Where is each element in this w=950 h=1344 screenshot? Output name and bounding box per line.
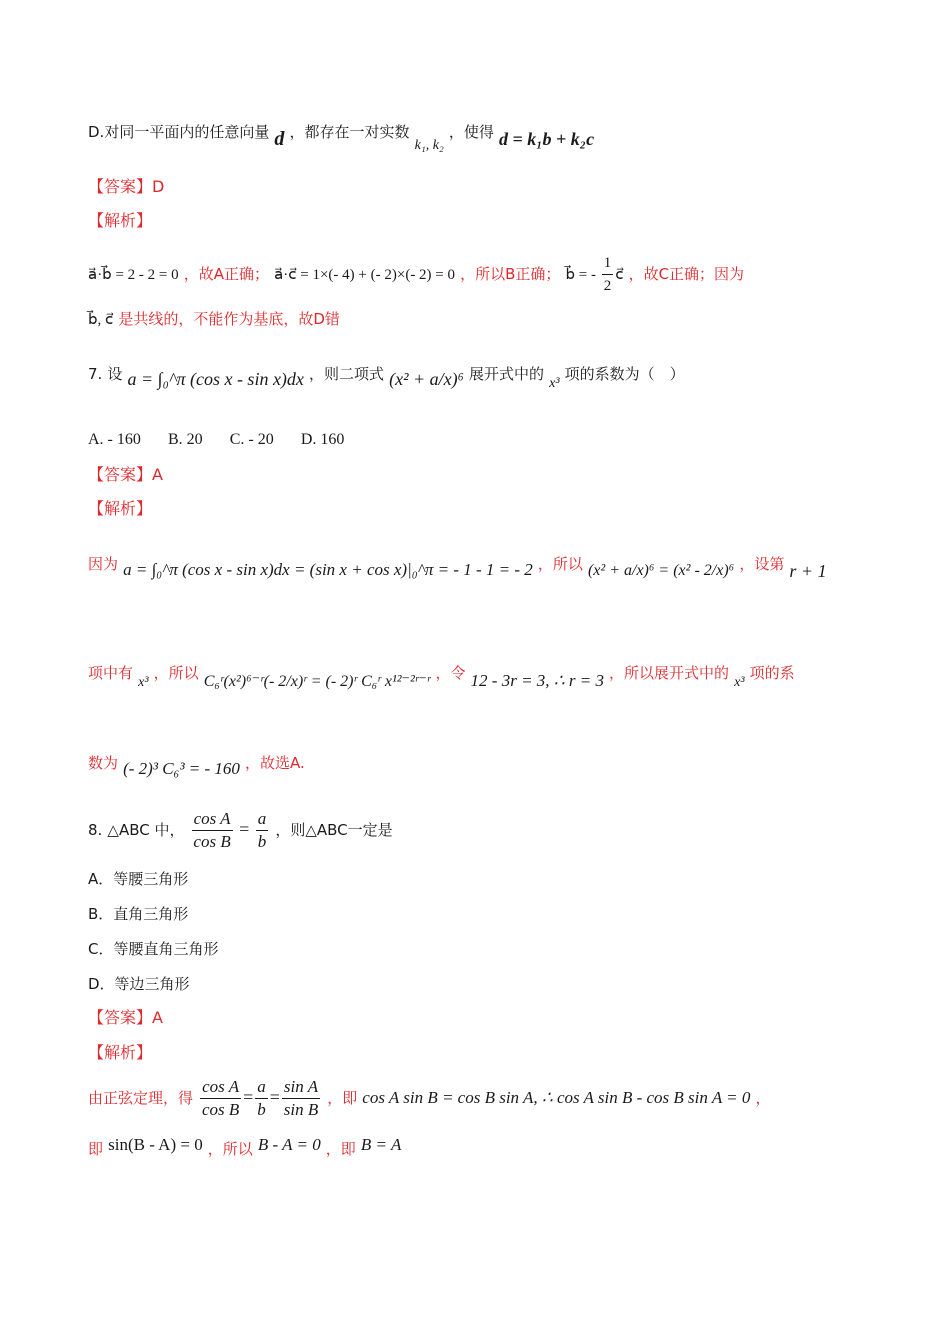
q7-option-c: C. - 20 (229, 431, 274, 448)
q7-sol2-text-e: 项的系 (749, 664, 795, 682)
q8-sol2-text-c: ，即 (325, 1140, 356, 1158)
q7-sol2-text-d: ，所以展开式中的 (609, 664, 730, 682)
q7-stem-part2: ，则二项式 (309, 365, 385, 383)
option-d-mid: ，都存在一对实数 (289, 123, 410, 141)
option-d-statement (88, 120, 595, 153)
q8-stem-part2: ，则△ABC一定是 (275, 821, 393, 839)
q8-option-a: A．等腰三角形 (88, 870, 189, 888)
fraction-numerator: sin A (282, 1076, 320, 1099)
q6-text-d: 是共线的，不能作为基底，故D错 (118, 310, 340, 328)
q8-solution-line2 (88, 1135, 402, 1160)
q8-sol2-result: B = A (360, 1135, 402, 1154)
q7-sol3-text-b: ，故选A. (245, 754, 305, 772)
fraction-numerator: 1 (602, 252, 614, 275)
q7-answer (88, 464, 163, 486)
q8-option-d-row (88, 973, 190, 995)
q7-sol3-result: (- 2)³ C₆³ = - 160 (123, 759, 240, 778)
q6-text-a: ，故A正确； (183, 265, 269, 283)
q7-number: 7. (88, 365, 103, 383)
q8-sol2-text-b: ，所以 (207, 1140, 253, 1158)
q8-sol-text-c: ， (755, 1089, 771, 1107)
fraction-denominator: cos B (193, 832, 231, 851)
fraction-denominator: b (257, 832, 267, 851)
q6-half-fraction (602, 252, 614, 297)
q7-sol2-text-b: ，所以 (153, 664, 199, 682)
q8-stem (88, 808, 393, 853)
q6-answer (88, 176, 164, 198)
q7-stem-part3: 展开式中的 (469, 365, 545, 383)
q7-sol-text-a: 因为 (88, 555, 119, 573)
q8-solution-line1: 由正弦定理，得 $\frac{\text{cos A}}{\text{cos B}}$ = $\frac{a}{b}$ = $\frac{\text{sin A}}{\text{sin B}}$ ，即 cos A sin B = cos B sin A, ∴ cos A sin B - cos B sin A = 0 ， (88, 1077, 771, 1119)
fraction-denominator: cos B (201, 1100, 240, 1119)
analysis-label: 【解析】 (88, 499, 153, 518)
q7-stem-part4: 项的系数为（ ） (564, 365, 685, 383)
q7-sol-binomial: (x² + a/x)⁶ = (x² - 2/x)⁶ (587, 562, 735, 579)
q7-x3: x³ (549, 376, 560, 391)
option-d-k: k₁, k₂ (414, 138, 444, 153)
q8-sol2-diff: B - A = 0 (257, 1135, 321, 1154)
q8-option-c-row (88, 938, 218, 960)
q7-sol2-equation: 12 - 3r = 3, ∴ r = 3 (470, 671, 604, 690)
fraction-denominator: sin B (283, 1100, 319, 1119)
q8-ab-fraction (256, 808, 269, 853)
q7-binomial: (x² + a/x)⁶ (389, 369, 464, 389)
q6-dot-ab: a⃗·b⃗ = 2 - 2 = 0 (88, 267, 179, 283)
q8-sol-sin-fraction (282, 1076, 320, 1121)
q6-solution-line1 (88, 252, 744, 297)
q7-sol3-text-a: 数为 (88, 754, 119, 772)
q8-sol-identity: cos A sin B = cos B sin A, ∴ cos A sin B - cos B sin A = 0 (362, 1088, 751, 1107)
q7-sol2-x3: x³ (138, 675, 149, 690)
q6-b-eq: b⃗ = - (565, 267, 600, 283)
q7-option-a: A. - 160 (88, 431, 141, 448)
q6-c-vector: c⃗ (615, 267, 624, 283)
q7-option-d: D. 160 (300, 431, 345, 448)
fraction-denominator: 2 (603, 278, 612, 294)
option-d-tail: ，使得 (448, 123, 494, 141)
q7-sol-r: r + 1 (789, 561, 827, 581)
q7-sol2-text-a: 项中有 (88, 664, 134, 682)
q8-cos-fraction (192, 808, 233, 853)
q6-dot-ac: a⃗·c⃗ = 1×(- 4) + (- 2)×(- 2) = 0 (274, 267, 456, 283)
q7-stem-part1: 设 (107, 365, 123, 383)
fraction-denominator: b (257, 1100, 266, 1119)
q8-number: 8. (88, 821, 103, 839)
fraction-numerator: cos A (192, 808, 233, 831)
q6-text-b: ，所以B正确； (460, 265, 561, 283)
vector-d: d (274, 128, 285, 150)
q8-analysis-label (88, 1042, 152, 1064)
q8-option-c: C．等腰直角三角形 (88, 940, 219, 958)
q8-answer (88, 1007, 163, 1029)
q8-option-b: B．直角三角形 (88, 905, 189, 923)
fraction-numerator: a (255, 1076, 268, 1099)
answer-label: 【答案】A (88, 465, 163, 484)
q7-sol2-text-c: ，令 (435, 664, 466, 682)
q6-bc-vectors: b⃗, c⃗ (88, 312, 114, 328)
q8-sol2-text-a: 即 (88, 1140, 104, 1158)
q7-sol-text-c: ，设第 (739, 555, 785, 573)
q6-solution-line2 (88, 308, 340, 331)
q8-equals: = (234, 819, 254, 839)
option-d-text: D.对同一平面内的任意向量 (88, 123, 270, 141)
q7-stem (88, 362, 685, 391)
q7-analysis-label (88, 498, 152, 520)
fraction-numerator: cos A (200, 1076, 241, 1099)
q7-sol-text-b: ，所以 (537, 555, 583, 573)
q8-option-d: D．等边三角形 (88, 975, 190, 993)
q7-sol2-x3b: x³ (734, 675, 745, 690)
q8-option-a-row (88, 868, 188, 890)
q8-sol2-sin: sin(B - A) = 0 (108, 1135, 203, 1154)
analysis-label: 【解析】 (88, 1043, 153, 1062)
q7-options (88, 428, 366, 451)
q7-option-b: B. 20 (167, 431, 203, 448)
q7-sol2-term: C₆ʳ(x²)⁶⁻ʳ(- 2/x)ʳ = (- 2)ʳ C₆ʳ x¹²⁻²ʳ⁻ʳ (203, 673, 431, 690)
q8-stem-part1: △ABC 中， (107, 821, 185, 839)
q8-sol-text-b: ，即 (327, 1089, 358, 1107)
analysis-label: 【解析】 (88, 211, 153, 230)
q8-sol-cos-fraction (200, 1076, 241, 1121)
q8-sol-ab-fraction (255, 1076, 268, 1121)
q7-solution-line1 (88, 552, 827, 581)
q6-text-c: ，故C正确；因为 (628, 265, 745, 283)
answer-label: 【答案】D (88, 177, 165, 196)
q7-integral: a = ∫₀^π (cos x - sin x)dx (127, 369, 304, 389)
q7-sol-integral: a = ∫₀^π (cos x - sin x)dx = (sin x + cos x)|₀^π = - 1 - 1 = - 2 (123, 560, 533, 579)
answer-label: 【答案】A (88, 1008, 163, 1027)
fraction-numerator: a (256, 808, 269, 831)
q8-option-b-row (88, 903, 188, 925)
q8-sol-text-a: 由正弦定理，得 (88, 1089, 194, 1107)
option-d-formula: d = k₁b + k₂c (499, 129, 595, 149)
q6-analysis-label (88, 210, 152, 232)
q7-solution-line2 (88, 662, 795, 690)
q7-solution-line3 (88, 752, 305, 778)
